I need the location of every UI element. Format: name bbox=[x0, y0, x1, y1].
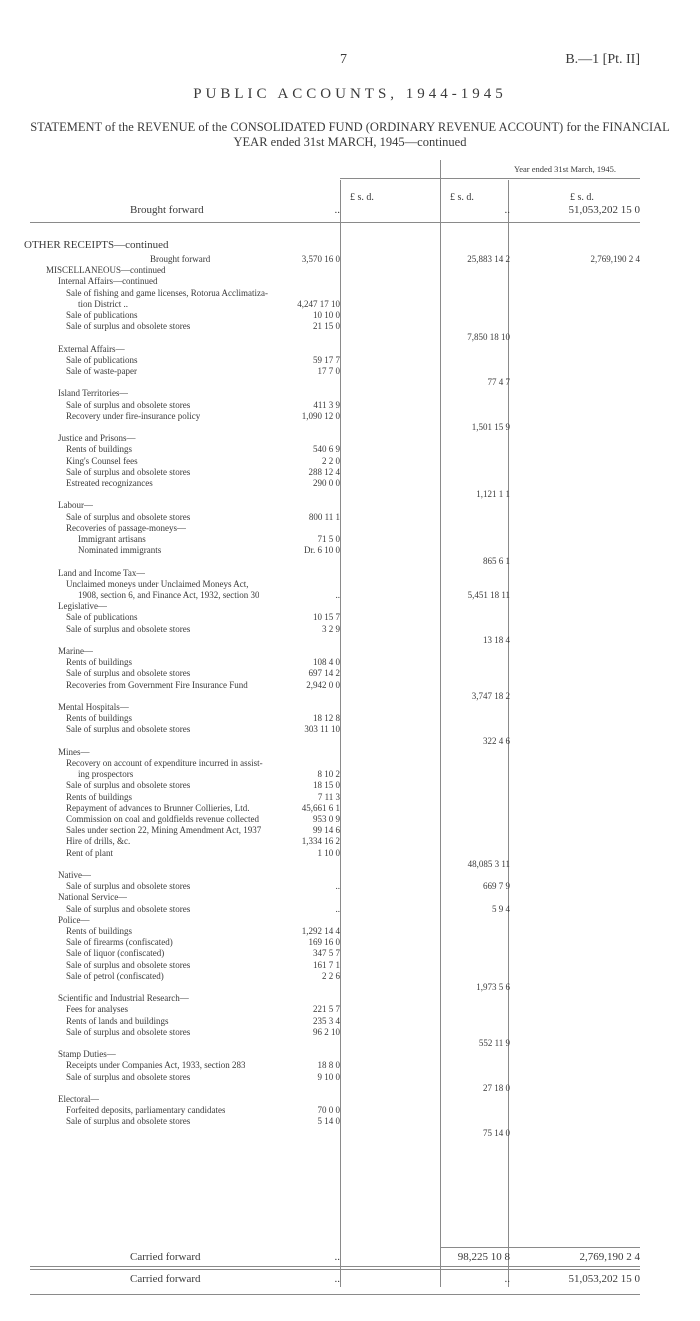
amount-col-1: .. bbox=[335, 590, 340, 600]
table-row bbox=[0, 836, 700, 847]
row-label: Sale of publications bbox=[66, 310, 138, 320]
row-label: Brought forward bbox=[130, 205, 204, 216]
row-label: Brought forward bbox=[150, 254, 211, 264]
row-label: Sale of surplus and obsolete stores bbox=[66, 903, 191, 914]
row-label: Carried forward bbox=[130, 1274, 201, 1285]
row-label: ing prospectors bbox=[78, 769, 134, 780]
amount-col-1: 18 8 0 bbox=[317, 1060, 340, 1071]
amount-col-2: 13 18 4 bbox=[483, 634, 510, 645]
row-label: Marine— bbox=[58, 646, 93, 656]
row-label: Labour— bbox=[58, 500, 93, 511]
row-label: Sale of surplus and obsolete stores bbox=[66, 321, 191, 332]
amount-col-2: 3,747 18 2 bbox=[471, 690, 510, 701]
section-header-other-receipts bbox=[0, 240, 700, 251]
amount-col-3: 2,769,190 2 4 bbox=[579, 1251, 640, 1263]
table-row bbox=[0, 937, 700, 948]
table-row bbox=[0, 724, 700, 735]
row-label: Estreated recognizances bbox=[66, 478, 153, 488]
brought-forward-top bbox=[0, 205, 700, 216]
amount-col-2: 48,085 3 11 bbox=[467, 858, 510, 869]
row-label: Native— bbox=[58, 870, 91, 880]
row-label: Recoveries from Government Fire Insurance Fund bbox=[66, 679, 248, 690]
row-label: Sale of publications bbox=[66, 612, 138, 623]
amount-col-1: 2,942 0 0 bbox=[306, 679, 340, 690]
table-row bbox=[0, 388, 700, 399]
amount-col-1: 4,247 17 10 bbox=[297, 298, 340, 309]
currency-heading-2: £ s. d. bbox=[450, 192, 474, 203]
table-row bbox=[0, 545, 700, 556]
table-row bbox=[0, 265, 700, 276]
table-row bbox=[0, 915, 700, 926]
table-row bbox=[0, 601, 700, 612]
amount-col-1: .. bbox=[334, 204, 340, 216]
row-label: Sale of petrol (confiscated) bbox=[66, 970, 164, 981]
amount-col-1: 221 5 7 bbox=[313, 1004, 340, 1015]
bottom-rule bbox=[30, 1294, 640, 1295]
table-row bbox=[0, 1072, 700, 1083]
row-label: Sale of surplus and obsolete stores bbox=[66, 780, 191, 791]
amount-col-2: 1,973 5 6 bbox=[476, 982, 510, 992]
table-row bbox=[0, 612, 700, 623]
row-label: Sales under section 22, Mining Amendment Act, 1937 bbox=[66, 825, 262, 836]
top-rule bbox=[30, 222, 640, 223]
amount-col-2: 1,501 15 9 bbox=[471, 422, 510, 432]
row-label: King's Counsel fees bbox=[66, 455, 138, 466]
table-row bbox=[0, 500, 700, 511]
table-row bbox=[0, 1038, 700, 1049]
amount-col-1: 108 4 0 bbox=[313, 657, 340, 668]
amount-col-1: .. bbox=[334, 1273, 340, 1285]
row-label: Sale of surplus and obsolete stores bbox=[66, 881, 191, 892]
amount-col-2: 77 4 7 bbox=[487, 377, 510, 388]
table-row bbox=[0, 1060, 700, 1071]
amount-col-1: 18 12 8 bbox=[313, 713, 340, 724]
amount-col-1: 18 15 0 bbox=[313, 780, 340, 791]
amount-col-1: 169 16 0 bbox=[308, 937, 340, 948]
amount-col-2: 669 7 9 bbox=[483, 881, 510, 892]
table-row bbox=[0, 288, 700, 299]
row-label: Sale of liquor (confiscated) bbox=[66, 948, 165, 959]
amount-col-1: 953 0 9 bbox=[313, 814, 340, 824]
carried-forward-1 bbox=[0, 1252, 700, 1263]
table-row bbox=[0, 780, 700, 791]
amount-col-1: .. bbox=[334, 1251, 340, 1263]
table-row bbox=[0, 1105, 700, 1116]
amount-col-1: 1,334 16 2 bbox=[301, 836, 340, 847]
table-row bbox=[0, 646, 700, 657]
amount-col-2: 5,451 18 11 bbox=[467, 590, 510, 600]
table-row bbox=[0, 1016, 700, 1027]
amount-col-1: 800 11 1 bbox=[308, 511, 340, 522]
row-label: Sale of surplus and obsolete stores bbox=[66, 724, 191, 735]
row-label: Unclaimed moneys under Unclaimed Moneys Act, bbox=[66, 578, 249, 589]
table-row bbox=[0, 904, 700, 915]
table-row bbox=[0, 747, 700, 758]
row-label: Sale of surplus and obsolete stores bbox=[66, 1116, 191, 1127]
table-row bbox=[0, 321, 700, 332]
row-label: Recovery under fire-insurance policy bbox=[66, 410, 201, 421]
table-row bbox=[0, 993, 700, 1004]
table-row bbox=[0, 433, 700, 444]
table-row bbox=[0, 870, 700, 881]
amount-col-1: 161 7 1 bbox=[313, 959, 340, 970]
row-label: Hire of drills, &c. bbox=[66, 836, 131, 847]
table-row bbox=[0, 803, 700, 814]
row-label: Forfeited deposits, parliamentary candidates bbox=[66, 1105, 226, 1116]
amount-col-1: 45,661 6 1 bbox=[301, 802, 340, 813]
table-row bbox=[0, 355, 700, 366]
table-row bbox=[0, 657, 700, 668]
row-label: Sale of firearms (confiscated) bbox=[66, 937, 173, 948]
row-label: Rents of buildings bbox=[66, 791, 133, 802]
amount-col-1: 235 3 4 bbox=[313, 1015, 340, 1026]
document-reference: B.—1 [Pt. II] bbox=[565, 52, 640, 67]
amount-col-1: 3 2 9 bbox=[322, 623, 340, 634]
row-label: MISCELLANEOUS—continued bbox=[46, 265, 166, 276]
table-row bbox=[0, 960, 700, 971]
amount-col-3: 51,053,202 15 0 bbox=[568, 204, 640, 216]
table-row bbox=[0, 366, 700, 377]
amount-col-1: 2 2 0 bbox=[322, 455, 340, 466]
table-row bbox=[0, 680, 700, 691]
table-row bbox=[0, 467, 700, 478]
amount-col-1: 3,570 16 0 bbox=[301, 254, 340, 264]
table-row bbox=[0, 859, 700, 870]
row-label: 1908, section 6, and Finance Act, 1932, section 30 bbox=[78, 590, 260, 600]
table-row bbox=[0, 926, 700, 937]
row-label: Recovery on account of expenditure incurred in assist- bbox=[66, 758, 263, 768]
header-rule bbox=[340, 178, 640, 179]
row-label: Sale of surplus and obsolete stores bbox=[66, 511, 191, 522]
year-column-heading: Year ended 31st March, 1945. bbox=[513, 164, 617, 174]
table-row bbox=[0, 411, 700, 422]
table-row bbox=[0, 624, 700, 635]
row-label: Island Territories— bbox=[58, 388, 129, 399]
table-row bbox=[0, 489, 700, 500]
row-label: Sale of surplus and obsolete stores bbox=[66, 1026, 191, 1037]
amount-col-2: 865 6 1 bbox=[483, 556, 510, 567]
table-row bbox=[0, 344, 700, 355]
amount-col-1: 59 17 7 bbox=[313, 354, 340, 365]
amount-col-1: .. bbox=[335, 903, 340, 914]
amount-col-1: 96 2 10 bbox=[313, 1026, 340, 1037]
row-label: Recoveries of passage-moneys— bbox=[66, 522, 186, 533]
amount-col-3: 2,769,190 2 4 bbox=[590, 254, 640, 264]
table-row bbox=[0, 691, 700, 702]
amount-col-1: 71 5 0 bbox=[317, 534, 340, 544]
table-row bbox=[0, 1116, 700, 1127]
row-label: Carried forward bbox=[130, 1252, 201, 1263]
table-row bbox=[0, 814, 700, 825]
amount-col-1: 70 0 0 bbox=[317, 1105, 340, 1116]
amount-col-1: 8 10 2 bbox=[317, 769, 340, 780]
table-row bbox=[0, 769, 700, 780]
row-label: Electoral— bbox=[58, 1094, 100, 1104]
row-label: Mental Hospitals— bbox=[58, 702, 129, 712]
table-row bbox=[0, 534, 700, 545]
table-row bbox=[0, 299, 700, 310]
row-label: Sale of surplus and obsolete stores bbox=[66, 466, 191, 477]
amount-col-1: 303 11 10 bbox=[304, 724, 340, 735]
amount-col-2: 27 18 0 bbox=[483, 1082, 510, 1093]
amount-col-3: 51,053,202 15 0 bbox=[568, 1273, 640, 1285]
table-row bbox=[0, 1128, 700, 1139]
carried-forward-2 bbox=[0, 1274, 700, 1285]
page-title: PUBLIC ACCOUNTS, 1944-1945 bbox=[193, 86, 507, 102]
amount-col-1: 1 10 0 bbox=[317, 847, 340, 858]
row-label: Repayment of advances to Brunner Collieries, Ltd. bbox=[66, 802, 250, 813]
row-label: Receipts under Companies Act, 1933, section 283 bbox=[66, 1060, 246, 1071]
amount-col-1: 7 11 3 bbox=[317, 791, 340, 802]
row-label: Legislative— bbox=[58, 601, 107, 612]
table-row bbox=[0, 276, 700, 287]
table-row bbox=[0, 982, 700, 993]
table-row bbox=[0, 971, 700, 982]
table-row bbox=[0, 478, 700, 489]
table-row bbox=[0, 377, 700, 388]
amount-col-2: 552 11 9 bbox=[478, 1038, 510, 1048]
amount-col-1: 99 14 6 bbox=[313, 825, 340, 836]
amount-col-1: 5 14 0 bbox=[317, 1116, 340, 1127]
table-row bbox=[0, 579, 700, 590]
amount-col-2: 1,121 1 1 bbox=[476, 489, 510, 500]
table-row bbox=[0, 568, 700, 579]
row-label: Sale of waste-paper bbox=[66, 366, 137, 376]
row-label: Sale of surplus and obsolete stores bbox=[66, 399, 191, 410]
amount-col-1: 1,090 12 0 bbox=[301, 410, 340, 421]
amount-col-1: 1,292 14 4 bbox=[301, 926, 340, 936]
amount-col-1: .. bbox=[335, 881, 340, 892]
amount-col-2: .. bbox=[504, 1273, 510, 1285]
amount-col-1: 2 2 6 bbox=[322, 970, 340, 981]
row-label: Sale of surplus and obsolete stores bbox=[66, 668, 191, 679]
amount-col-1: 10 15 7 bbox=[313, 612, 340, 623]
amount-col-1: 697 14 2 bbox=[308, 668, 340, 679]
table-row bbox=[0, 736, 700, 747]
amount-col-1: 10 10 0 bbox=[313, 310, 340, 320]
amount-col-1: 347 5 7 bbox=[313, 948, 340, 959]
amount-col-1: 540 6 9 bbox=[313, 444, 340, 455]
table-row bbox=[0, 702, 700, 713]
table-row bbox=[0, 523, 700, 534]
table-row bbox=[0, 254, 700, 265]
row-label: Rents of lands and buildings bbox=[66, 1015, 169, 1026]
amount-col-1: Dr. 6 10 0 bbox=[304, 545, 340, 556]
statement-heading: STATEMENT of the REVENUE of the CONSOLIDATED FUND (ORDINARY REVENUE ACCOUNT) for the FINANCIAL YEAR ended 31st MARCH, 1945—continued bbox=[30, 120, 670, 149]
table-row bbox=[0, 668, 700, 679]
row-label: Justice and Prisons— bbox=[58, 433, 136, 444]
amount-col-1: 288 12 4 bbox=[308, 466, 340, 477]
amount-col-1: 17 7 0 bbox=[317, 366, 340, 376]
carried-rule-top bbox=[440, 1247, 640, 1248]
amount-col-2: 7,850 18 10 bbox=[467, 332, 510, 343]
table-row bbox=[0, 713, 700, 724]
row-label: Internal Affairs—continued bbox=[58, 276, 158, 287]
row-label: Sale of surplus and obsolete stores bbox=[66, 1071, 191, 1082]
table-row bbox=[0, 444, 700, 455]
currency-heading-1: £ s. d. bbox=[350, 192, 374, 203]
amount-col-1: 21 15 0 bbox=[313, 321, 340, 332]
row-label: Land and Income Tax— bbox=[58, 567, 146, 578]
amount-col-2: 5 9 4 bbox=[492, 903, 510, 914]
row-label: Fees for analyses bbox=[66, 1004, 128, 1015]
table-row bbox=[0, 556, 700, 567]
row-label: External Affairs— bbox=[58, 343, 125, 354]
row-label: Stamp Duties— bbox=[58, 1049, 116, 1060]
row-label: National Service— bbox=[58, 892, 128, 903]
table-row bbox=[0, 310, 700, 321]
row-label: Rents of buildings bbox=[66, 713, 133, 724]
table-row bbox=[0, 1004, 700, 1015]
table-row bbox=[0, 1094, 700, 1105]
amount-col-2: 25,883 14 2 bbox=[467, 254, 510, 264]
amount-col-2: 322 4 6 bbox=[483, 735, 510, 746]
table-row bbox=[0, 635, 700, 646]
row-label: Scientific and Industrial Research— bbox=[58, 993, 189, 1004]
table-row bbox=[0, 758, 700, 769]
table-row bbox=[0, 848, 700, 859]
page-number: 7 bbox=[340, 52, 347, 67]
amount-col-1: 411 3 9 bbox=[313, 399, 340, 410]
amount-col-1: 9 10 0 bbox=[317, 1071, 340, 1082]
row-label: Rent of plant bbox=[66, 847, 113, 858]
table-row bbox=[0, 400, 700, 411]
carried-rule-double bbox=[30, 1266, 640, 1270]
row-label: OTHER RECEIPTS—continued bbox=[24, 240, 169, 251]
row-label: Sale of surplus and obsolete stores bbox=[66, 623, 191, 634]
table-row bbox=[0, 881, 700, 892]
table-row bbox=[0, 1083, 700, 1094]
table-row bbox=[0, 332, 700, 343]
table-row bbox=[0, 422, 700, 433]
row-label: Rents of buildings bbox=[66, 657, 133, 668]
table-row bbox=[0, 1027, 700, 1038]
table-row bbox=[0, 892, 700, 903]
amount-col-1: 290 0 0 bbox=[313, 478, 340, 488]
row-label: Sale of surplus and obsolete stores bbox=[66, 959, 191, 970]
row-label: Commission on coal and goldfields revenue collected bbox=[66, 814, 259, 824]
row-label: Immigrant artisans bbox=[78, 534, 146, 544]
table-row bbox=[0, 825, 700, 836]
table-row bbox=[0, 948, 700, 959]
amount-col-2: 98,225 10 8 bbox=[457, 1251, 510, 1263]
amount-col-2: 75 14 0 bbox=[483, 1127, 510, 1138]
table-row bbox=[0, 1049, 700, 1060]
amount-col-2: .. bbox=[504, 204, 510, 216]
row-label: tion District .. bbox=[78, 298, 128, 309]
currency-heading-3: £ s. d. bbox=[570, 192, 594, 203]
row-label: Police— bbox=[58, 914, 90, 925]
row-label: Nominated immigrants bbox=[78, 545, 162, 556]
row-label: Rents of buildings bbox=[66, 926, 133, 936]
table-row bbox=[0, 512, 700, 523]
row-label: Rents of buildings bbox=[66, 444, 133, 455]
table-row bbox=[0, 456, 700, 467]
row-label: Mines— bbox=[58, 746, 90, 757]
table-row bbox=[0, 792, 700, 803]
row-label: Sale of publications bbox=[66, 354, 138, 365]
table-row bbox=[0, 590, 700, 601]
row-label: Sale of fishing and game licenses, Rotorua Acclimatiza- bbox=[66, 287, 268, 298]
